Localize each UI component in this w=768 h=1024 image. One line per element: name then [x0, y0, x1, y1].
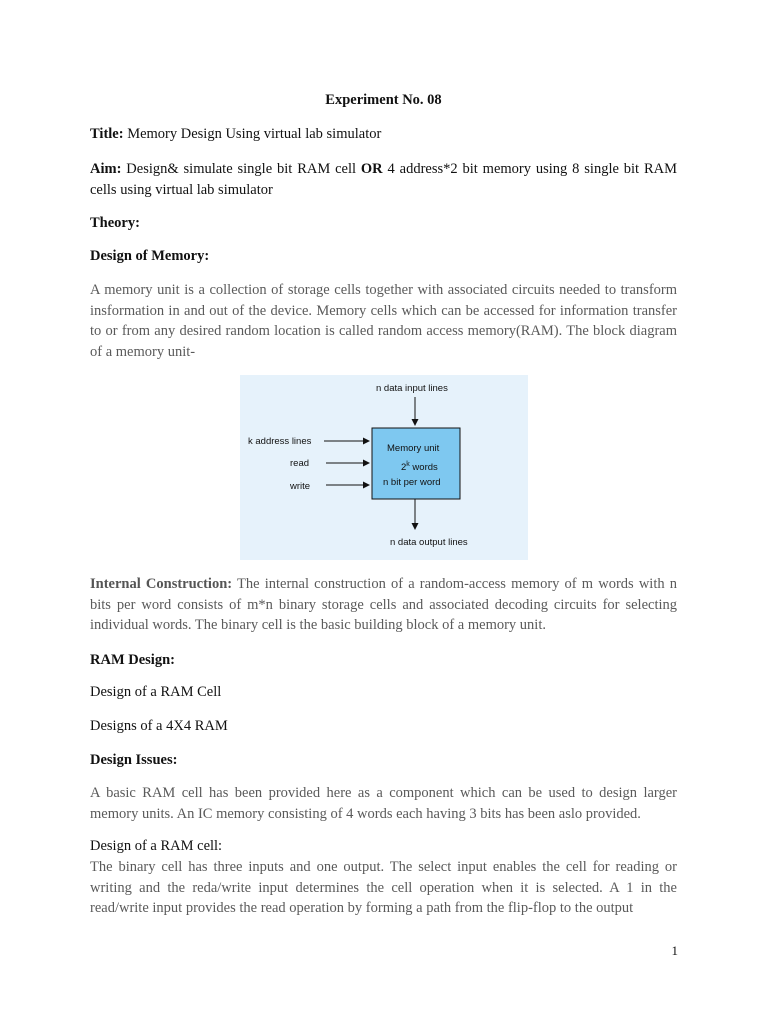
title-text: Memory Design Using virtual lab simulator — [123, 126, 382, 142]
aim-or: OR — [360, 161, 383, 177]
design-memory-heading: Design of Memory: — [90, 248, 210, 264]
write-label: write — [290, 481, 311, 492]
internal-construction-paragraph — [90, 574, 677, 636]
ram-4x4-line: Designs of a 4X4 RAM — [90, 718, 228, 734]
design-memory-paragraph: A memory unit is a collection of storage cells together with associated circuits needed to transform insformation in and out of the device. Memory cells which can be accessed for information transfer to or from any desired random location is called random access memory(RAM). The block diagram of a memory unit- — [90, 282, 677, 360]
aim-text-1: Design& simulate single bit RAM cell — [121, 161, 361, 177]
page-number: 1 — [671, 943, 678, 958]
memory-unit-block-diagram — [240, 375, 528, 560]
ram-cell-paragraph: The binary cell has three inputs and one output. The select input enables the cell for reading or writing and the reda/write input determines the cell operation when it is selected. A 1 in the read/write input provides the read operation by forming a path from the flip-flop to the output — [90, 859, 677, 916]
ram-cell-line: Design of a RAM Cell — [90, 684, 222, 700]
input-lines-label: n data input lines — [376, 383, 448, 394]
aim-text-2: 4 address*2 bit memory using 8 single bit RAM cells using virtual lab simulator — [90, 161, 677, 198]
aim-paragraph — [90, 159, 677, 201]
ram-cell-subheading: Design of a RAM cell: — [90, 838, 223, 854]
internal-construction-label: Internal Construction: — [90, 576, 233, 592]
diagram-svg — [240, 375, 528, 560]
internal-construction-text: The internal construction of a random-access memory of m words with n bits per word consists of m*n binary storage cells and associated decoding circuits for selecting individual words. The binary cell is the basic building block of a memory unit. — [90, 576, 678, 633]
box-line-2-base: 2 — [401, 462, 407, 473]
address-lines-label: k address lines — [248, 436, 312, 447]
read-label: read — [290, 458, 310, 469]
box-line-3: n bit per word — [383, 477, 441, 488]
title-line — [90, 124, 677, 145]
output-lines-label: n data output lines — [390, 537, 468, 548]
experiment-title: Experiment No. 08 — [325, 92, 442, 108]
box-line-2-rest: words — [409, 462, 438, 473]
ram-design-heading: RAM Design: — [90, 652, 175, 668]
aim-label: Aim: — [90, 161, 122, 177]
design-issues-paragraph: A basic RAM cell has been provided here as a component which can be used to design larger memory units. An IC memory consisting of 4 words each having 3 bits has been aslo provided. — [90, 785, 677, 822]
design-issues-heading: Design Issues: — [90, 752, 178, 768]
box-line-1: Memory unit — [387, 443, 440, 454]
box-line-2-sup: k — [406, 461, 410, 468]
title-label: Title: — [90, 126, 124, 142]
theory-heading: Theory: — [90, 215, 140, 231]
